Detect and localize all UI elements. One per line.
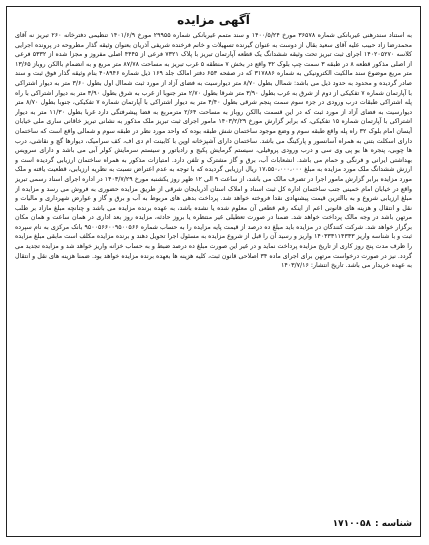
notice-id (333, 518, 412, 530)
notice-title: آگهی مزایده (177, 13, 250, 27)
notice-id-label: شناسه : (375, 519, 412, 529)
notice-id-value: ۱۷۱۰۰۵۸ (332, 519, 372, 529)
notice-body: به استناد سندرهنی غیربانکی شماره ۳۶۵۷۸ مورخ ۱۴۰۰/۵/۲۴ و سند متمم غیربانکی شماره ۲۹۹۵۵ مورخ ۱۴۰۱/۶/۹ تنظیمی دفترخانه ۲۶۰ تبریز نه آقای محمدرضا زاد حبیب علیه آقای سعید بقال از دوست به عنوان گیرنده تسهیلات و خانم فرخنده شریفی آذریان بعنوان وثیقه گذار مطروحه در پرونده اجرایی کلاسه ۱۴۰۲۰۵۲۷۰ اجرای ثبت تبریز تحت وثیقه ششدانگ یک قطعه آپارتمان تبریز با پلاک ۷۳۲۱ فرعی از ۴۴۴۵ اصلی مفروز و مجزا شده از ۵۳۳۲ فرعی از اصلی مذکور قطعه ۸ در طبقه ۳ سمت چپ بلوک ۳۲ واقع در بخش ۷ منطقه ۵ غرب تبریز به مساحت ۸۷/۷۸ متر مربع و به انضمام باالکن روباز ۱۳/۶۵ متر مربع موضوع سند مالکیت الکترونیکی به شماره ۳۱۷۸۸۶ که در صفحه ۶۵۳ دفتر امالک جلد ۱۶۹ ذیل شماره ۴۰۸۹۴۶ بنام وثیقه گذار فوق ثبت و سند صادر گردیده و محدود به حدود ذیل می باشد: شماال بطول ۸/۷۰ متر دیوارسیت به فضای آزاد از مورد ثبت شماال اول بطول ۳/۶۰ متر به دیوار اشتراکی با آپارتمان شماره ۷ تفکیکی از دوم از شرق به غرب بطول ۳/۹۰ متر شرقا بطول ۲/۷۰ متر جنوبا از غرب به شرق بطول ۳/۹۰ متر به دیوار اشتراکی با راه پله اشتراکی طبقات درب ورودی در جزء سوم سمت پنجم شرقی بطول ۴/۴۰ متر به دیوار اشتراکی با آپارتمان شماره ۷ تفکیکی، جنوبا بطول ۸/۷۰ متر دیوارسیت به فضای آزاد از مورد ثبت که در این قسمت باالکن روباز به مساحت ۲/۶۴ مترمربع به فضا پیشرفتگی دارد غربا بطول ۱۱/۳۰ متر به دیوار اشتراکی با آپارتمان شماره ۱۵ تفکیکی، که برابر گزارش مورخ ۱۴۰۳/۲/۲۹ مامور اجرای ثبت تبریز ملک مذکور به نشانی تبریز خاقانی ساری ملی خیابان آیسان امام بلوک ۳۲ راه پله واقع طبقه سوم و وضع موجود ساختمان شش طبقه بوده که واحد مورد نظر در طبقه سوم و شمالی واقع است که ساختمان دارای اسکلت بتنی به همراه آسانسور و پارکینگ می باشد. ساختمان دارای آشپزخانه اوپن با کابینت ام دی اف، کف سرامیک، دیوارها گچ و نقاشی، درب ها چوبی، پنجره ها یو پی وی سی و درب ورودی پروفیلی، سیستم گرمایش پکیج و رادیاتور و سیستم سرمایش کولر آبی می باشد و دارای سرویس بهداشتی ایرانی و فرنگی و حمام می باشد. انشعابات آب، برق و گاز مشترک و تلفن دارد. امتیازات مذکور به همراه ساختمان ارزیابی گردیده است و ارزش ششدانگ ملک مورد مزایده به مبلغ ۱۷،۵۵۰،۰۰۰،۰۰۰ ریال ارزیابی گردیده که با توجه به عدم اعتراض نسبت به نظریه ارزیابی، قطعیت یافته و ملک مورد مزایده برابر گزارش مامور اجرا در تصرف مالک می باشد، از ساعت ۹ الی ۱۲ ظهر روز یکشنبه مورخ ۱۴۰۳/۷/۲۹ در اداره اجرای اسناد رسمی تبریز واقع در خیابان امام خمینی جنب ساختمان اداره کل ثبت اسناد و املاک استان آذربایجان شرقی از طریق مزایده حضوری به فروش می رسد و مزایده از مبلغ ارزیابی شروع و به باالترین قیمت پیشنهادی نقدا فروخته خواهد شد. پرداخت بدهی های مربوط به آب و برق و گاز و عوارض شهرداری و مالیات و نقل و انتقال و هزینه های قانونی اعم از اینکه رقم قطعی آن معلوم شده یا نشده باشد، به عهده برنده مزایده می باشد و چنانچه مبلغ مازاد بر طلب مرتهن باشد در وجه مالک پرداخت خواهد شد. ضمنا در صورت تعطیلی غیر منتظره یا بروز حادثه، مزایده روز بعد اداری در همان ساعت و همان مکان برگزار خواهد شد. شرکت کنندگان در مزایده باید مبلغ ده درصد از قیمت پایه مزایده را به حساب شماره ۹۵۰۰۵۶۶۰۰۹۵۰۰۵۶۶ بانک مرکزی به نام سپرده ثبت و با شناسه واریز ۱۴۰۳۳۳۱۱۴۳۳۳ واریز و رسید آن را قبل از شروع مزایده به مسئول اجرا تحویل دهند و برنده مزایده مکلف است مابقی مبلغ مزایده را ظرف مدت پنج روز کاری از تاریخ مزایده پرداخت نماید و در غیر این صورت مبلغ ده درصد ضبط و به حساب خزانه واریز خواهد شد و مزایده تجدید می گردد. نیز در صورت درخواست مرتهن برای اجرای ماده ۳۴ اصلاحی قانون ثبت، کلیه هزینه ها بعهده برنده مزایده خواهد بود. ضمنا هزینه های نقل و انتقال به عهده خریدار می باشد. تاریخ انتشار: ۱۴۰۳/۷/۱۶ (15, 32, 412, 270)
auction-notice (6, 6, 421, 537)
